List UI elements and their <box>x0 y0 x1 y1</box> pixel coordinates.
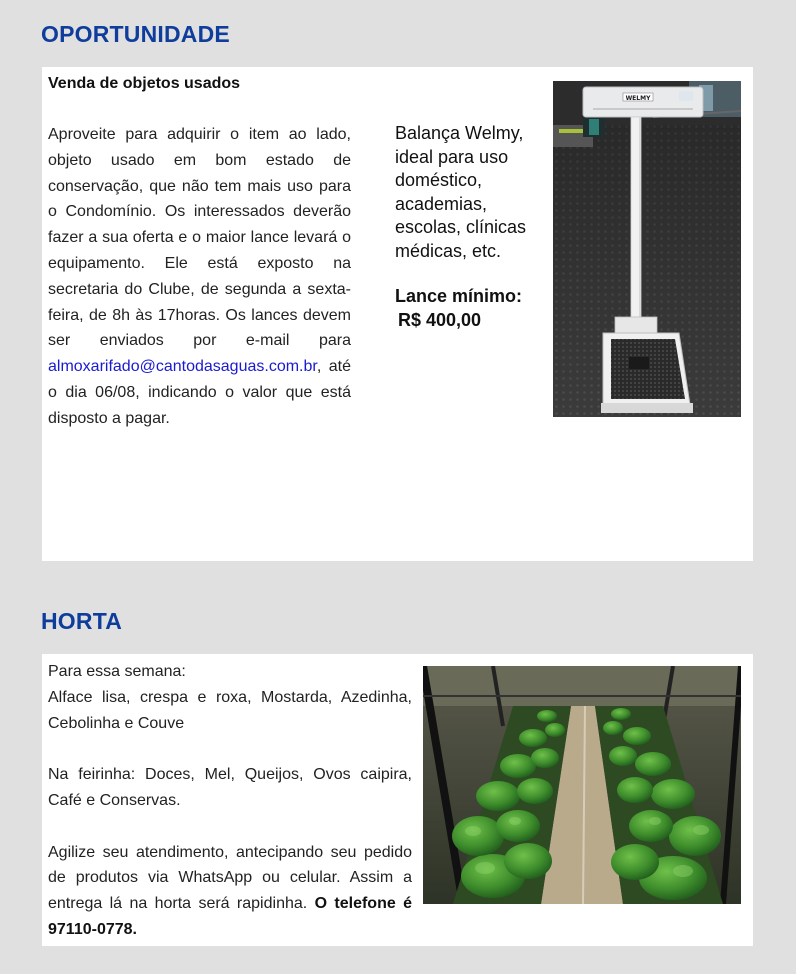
lance-value: R$ 400,00 <box>398 309 482 330</box>
item-info <box>395 122 545 332</box>
garden-photo <box>423 666 741 904</box>
section-title-oportunidade: OPORTUNIDADE <box>41 21 230 47</box>
oportunidade-card <box>42 67 753 561</box>
lance-label: Lance mínimo: <box>395 286 523 306</box>
scale-photo-illustration <box>553 81 741 417</box>
horta-line-week: Para essa semana: <box>48 663 186 680</box>
oportunidade-text-after: , até o dia 06/08, indicando o valor que está disposto a pagar. <box>48 358 351 427</box>
horta-agilize-text: Agilize seu atendimento, antecipando seu pedido de produtos via WhatsApp ou celular. Assim a entrega lá na horta será rapidinha. <box>48 843 412 913</box>
horta-line-feirinha: Na feirinha: Doces, Mel, Queijos, Ovos caipira, Café e Conservas. <box>48 766 412 809</box>
scale-brand-label: WELMY <box>625 95 651 102</box>
oportunidade-text-before: Aproveite para adquirir o item ao lado, objeto usado em bom estado de conservação, que não tem mais uso para o Condomínio. Os interessados deverão fazer a sua oferta e o maior lance levará o equipamento. Ele está exposto na secretaria do Clube, de segunda a sexta-feira, de 8h às 17horas. Os lances devem ser enviados por e-mail para <box>48 126 351 350</box>
horta-line-vegetables: Alface lisa, crespa e roxa, Mostarda, Azedinha, Cebolinha e Couve <box>48 688 412 732</box>
email-link[interactable]: almoxarifado@cantodasaguas.com.br <box>48 358 317 376</box>
section-title-horta: HORTA <box>41 608 123 634</box>
oportunidade-text <box>48 122 351 432</box>
oportunidade-heading: Venda de objetos usados <box>48 75 241 92</box>
horta-line-agilize <box>48 840 412 943</box>
horta-text <box>48 659 412 943</box>
scale-photo <box>553 81 741 417</box>
horta-spacer <box>48 814 412 840</box>
horta-spacer <box>48 736 412 762</box>
item-description: Balança Welmy, ideal para uso doméstico, academias, escolas, clínicas médicas, etc. <box>395 123 527 261</box>
horta-phone: O telefone é 97110-0778. <box>48 895 413 938</box>
horta-card <box>42 654 753 946</box>
garden-photo-illustration <box>423 666 741 904</box>
